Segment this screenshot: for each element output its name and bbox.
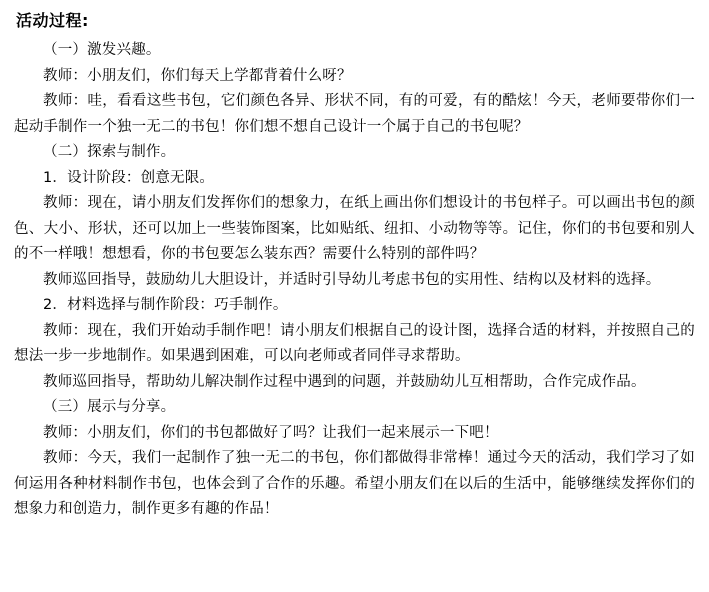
paragraph-1: （一）激发兴趣。 [43, 42, 161, 58]
paragraph-10: 教师巡回指导，帮助幼儿解决制作过程中遇到的问题，并鼓励幼儿互相帮助，合作完成作品。 [43, 373, 646, 390]
paragraph-7: 教师巡回指导，鼓励幼儿大胆设计，并适时引导幼儿考虑书包的实用性、结构以及材料的选择。 [43, 271, 661, 288]
paragraph-5: 1．设计阶段：创意无限。 [43, 169, 215, 186]
paragraph-2: 教师：小朋友们，你们每天上学都背着什么呀？ [43, 67, 352, 84]
paragraph-4: （二）探索与制作。 [43, 144, 176, 160]
paragraph-11: （三）展示与分享。 [43, 399, 176, 415]
paragraph-9: 教师：现在，我们开始动手制作吧！请小朋友们根据自己的设计图，选择合适的材料，并按照自己的想法一步一步地制作。如果遇到困难，可以向老师或者同伴寻求帮助。 [14, 322, 695, 364]
page-title: 活动过程: [16, 11, 89, 30]
paragraph-6: 教师：现在，请小朋友们发挥你们的想象力，在纸上画出你们想设计的书包样子。可以画出书包的颜色、大小、形状，还可以加上一些装饰图案，比如贴纸、纽扣、小动物等等。记住，你们的书包要和别人的不一样哦！想想看，你的书包要怎么装东西？需要什么特别的部件吗？ [14, 195, 695, 262]
paragraph-8: 2．材料选择与制作阶段：巧手制作。 [43, 297, 288, 313]
paragraph-12: 教师：小朋友们，你们的书包都做好了吗？让我们一起来展示一下吧！ [43, 424, 499, 441]
paragraph-3: 教师：哇，看看这些书包，它们颜色各异、形状不同，有的可爱，有的酷炫！今天，老师要带你们一起动手制作一个独一无二的书包！你们想不想自己设计一个属于自己的书包呢？ [14, 93, 695, 135]
paragraph-13: 教师：今天，我们一起制作了独一无二的书包，你们都做得非常棒！通过今天的活动，我们学习了如何运用各种材料制作书包，也体会到了合作的乐趣。希望小朋友们在以后的生活中，能够继续发挥你们的想象力和创造力，制作更多有趣的作品！ [14, 450, 695, 517]
